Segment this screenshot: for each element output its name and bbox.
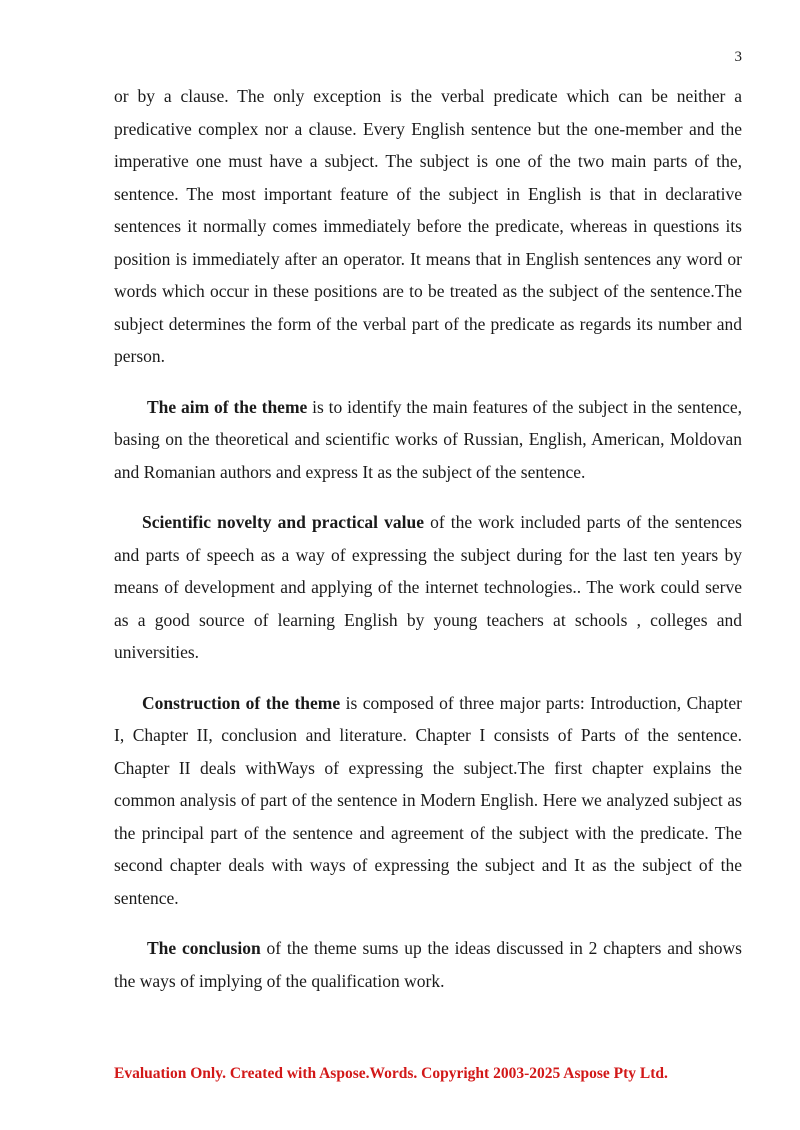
page-number: 3 [734, 49, 742, 65]
paragraph-text: or by a clause. The only exception is the verbal predicate which can be neither a predicative complex nor a clause. Every English sentence but the one-member and the imperative one must have a subject. The subject is one of the two main parts of the, sentence. The most important feature of the subject in English is that in declarative sentences it normally comes immediately before the predicate, whereas in questions its position is immediately after an operator. It means that in English sentences any word or words which occur in these positions are to be treated as the subject of the sentence.The subject determines the form of the verbal part of the predicate as regards its number and person. [114, 86, 742, 366]
paragraph-text: is composed of three major parts: Introduction, Chapter I, Chapter II, conclusion and literature. Chapter I consists of Parts of the sentence. Chapter II deals withWays of expressing the subject.The first chapter explains the common analysis of part of the sentence in Modern English. Here we analyzed subject as the principal part of the sentence and agreement of the subject with the predicate. The second chapter deals with ways of expressing the subject and It as the subject of the sentence. [114, 692, 742, 908]
paragraph-text: of the theme sums up the ideas discussed in 2 chapters and shows the ways of implying of the qualification work. [114, 938, 742, 991]
paragraph-aim [114, 391, 742, 489]
evaluation-watermark: Evaluation Only. Created with Aspose.Words. Copyright 2003-2025 Aspose Pty Ltd. [114, 1065, 668, 1082]
paragraph-text: of the work included parts of the sentences and parts of speech as a way of expressing the subject during for the last ten years by means of development and applying of the internet technologies.. The work could serve as a good source of learning English by young teachers at schools , colleges and universities. [114, 512, 742, 662]
paragraph-subject-definition [114, 80, 742, 373]
paragraph-conclusion [114, 932, 742, 997]
paragraph-heading-construction: Construction of the theme [142, 692, 341, 713]
paragraph-text: is to identify the main features of the subject in the sentence, basing on the theoretical and scientific works of Russian, English, American, Moldovan and Romanian authors and express It as the subject of the sentence. [114, 396, 742, 482]
paragraph-construction [114, 687, 742, 915]
paragraph-heading-novelty: Scientific novelty and practical value [142, 512, 424, 532]
paragraph-heading-aim: The aim of the theme [147, 396, 308, 417]
document-body [114, 80, 742, 997]
paragraph-heading-conclusion: The conclusion [147, 938, 261, 958]
paragraph-novelty [114, 506, 742, 669]
